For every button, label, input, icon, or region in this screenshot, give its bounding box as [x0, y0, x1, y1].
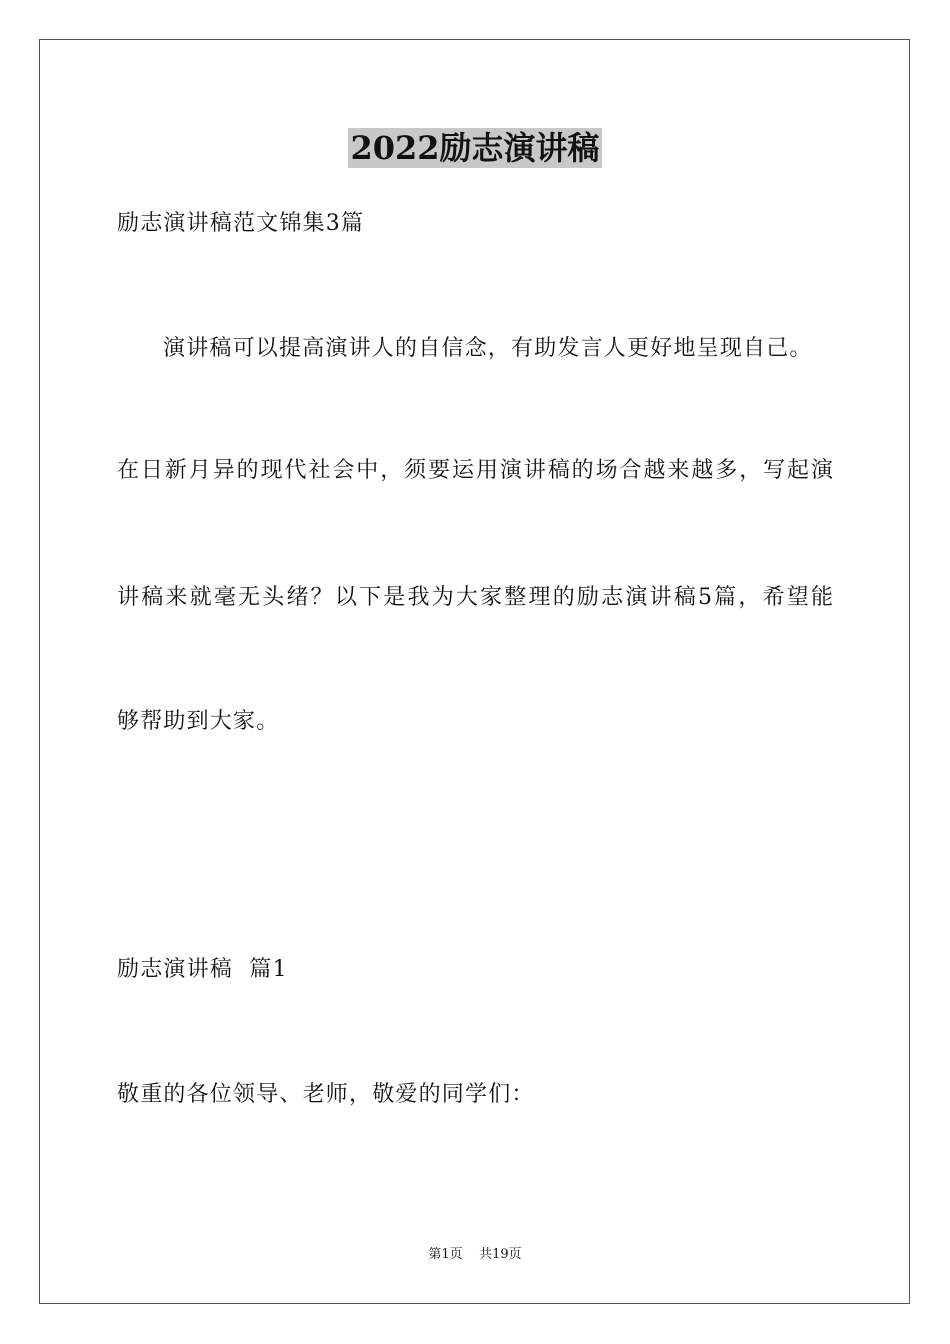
intro-line-3: 讲稿来就毫无头绪？以下是我为大家整理的励志演讲稿5篇，希望能: [117, 585, 833, 610]
title-container: [0, 128, 950, 168]
section-heading: 励志演讲稿 篇1: [117, 957, 288, 982]
intro-line-1: 演讲稿可以提高演讲人的自信念，有助发言人更好地呈现自己。: [163, 336, 813, 361]
document-title: 2022励志演讲稿: [350, 129, 600, 167]
intro-line-2: 在日新月异的现代社会中，须要运用演讲稿的场合越来越多，写起演: [117, 458, 833, 483]
greeting-line: 敬重的各位领导、老师，敬爱的同学们：: [117, 1082, 535, 1107]
document-subtitle: 励志演讲稿范文锦集3篇: [117, 211, 365, 236]
page-number-footer: 第1页 共19页: [428, 1247, 522, 1262]
intro-line-4: 够帮助到大家。: [117, 709, 280, 734]
